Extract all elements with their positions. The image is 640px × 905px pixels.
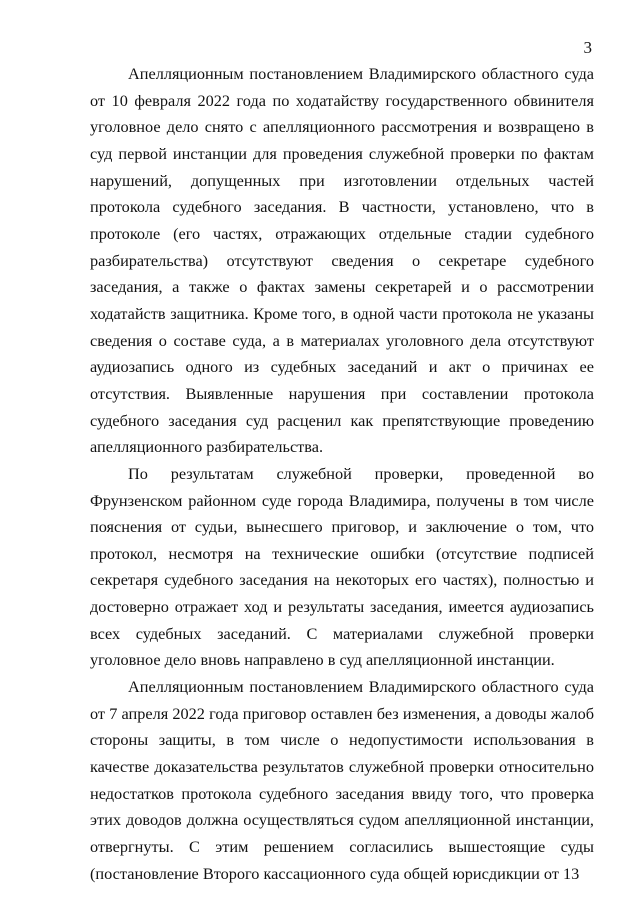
document-body: [90, 61, 594, 887]
paragraph-2: По результатам служебной проверки, проведенной во Фрунзенском районном суде города Владимира, получены в том числе пояснения от судьи, вынесшего приговор, и заключение о том, что протокол, несмотря на технические ошибки (отсутствие подписей секретаря судебного заседания на некоторых его частях), полностью и достоверно отражает ход и результаты заседания, имеется аудиозапись всех судебных заседаний. С материалами служебной проверки уголовное дело вновь направлено в суд апелляционной инстанции.: [90, 463, 594, 670]
paragraph-1: Апелляционным постановлением Владимирского областного суда от 10 февраля 2022 года по ходатайству государственного обвинителя уголовное дело снято с апелляционного рассмотрения и возвращено в суд первой инстанции для проведения служебной проверки по фактам нарушений, допущенных при изготовлении отдельных частей протокола судебного заседания. В частности, установлено, что в протоколе (его частях, отражающих отдельные стадии судебного разбирательства) отсутствуют сведения о секретаре судебного заседания, а также о фактах замены секретарей и о рассмотрении ходатайств защитника. Кроме того, в одной части протокола не указаны сведения о составе суда, а в материалах уголовного дела отсутствуют аудиозапись одного из судебных заседаний и акт о причинах ее отсутствия. Выявленные нарушения при составлении протокола судебного заседания суд расценил как препятствующие проведению апелляционного разбирательства.: [90, 64, 594, 457]
paragraph-3: Апелляционным постановлением Владимирского областного суда от 7 апреля 2022 года приговор оставлен без изменения, а доводы жалоб стороны защиты, в том числе о недопустимости использования в качестве доказательства результатов служебной проверки относительно недостатков протокола судебного заседания ввиду того, что проверка этих доводов должна осуществляться судом апелляционной инстанции, отвергнуты. С этим решением согласились вышестоящие суды (постановление Второго кассационного суда общей юрисдикции от 13: [90, 677, 594, 883]
page-number: 3: [583, 38, 592, 57]
